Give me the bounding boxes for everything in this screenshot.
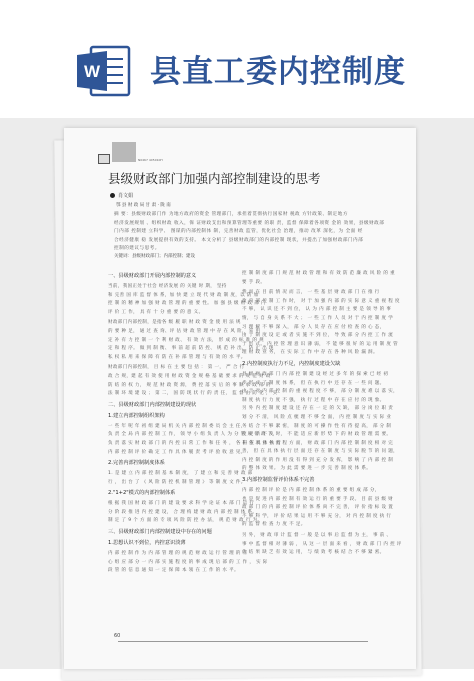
text-line: 另 外， 财 政 审 计 监 督 一 般 是 以 事 后 监 督 为 主， 事 前 、 — [242, 533, 392, 539]
text-line: 政 内 部 控 制 工 作 时， 对 于 加 强 内 部 的 实 际 意 义 重 视 程 度 — [242, 298, 400, 304]
section-heading: 一、县级财政部门开展内部控制的意义 — [108, 273, 197, 279]
paragraph — [108, 470, 253, 487]
text-line: 财政部门内部控制， 目 标 在 主 要 包 括 ： 第 一， 严 合 行 — [108, 365, 245, 371]
text-line: 由 于 对 内 部 控 制 的 重 视 程 度 不 够， 部 分 制 度 难 以 落 实， — [242, 389, 399, 395]
text-line: 不 够， 认 识 还 不 到 位， 认 为 内 部 控 制 主 要 是 领 导 的 事 — [242, 307, 392, 313]
paragraph — [108, 319, 274, 362]
text-line: 控 制 的 精 神 加 强 财 政 管 理 的 重 要 性。 加 强 县 级 财 政 部 门 — [108, 301, 266, 307]
abstract-line: 门内部 控制建 立科学、 图谋的内部控制体 制，完善财政 监管，优化社会 治理，推动 改革 深化，为 全面 经 — [114, 229, 363, 235]
author-line — [110, 192, 133, 199]
text-line: 政 合 规，建 起 有 效 使 用 财 政 资 金 规 格 基 础 要 求 的 规 范 财 政 — [108, 373, 271, 379]
section-heading: 3.内部控制监督评价体系不完善 — [242, 477, 315, 484]
text-line: 负 责 落 实 财 政 部 门 的 内 控 日 常 工 作 和 任 务 ， 各 科 室 具 体 执 行 — [108, 440, 282, 446]
text-line: 负 责 全 局 内 部 控 制 工 作， 领 导 小 组 负 责 人 为 分 管 局 行 政 下， — [108, 432, 278, 438]
paragraph — [108, 550, 268, 576]
masthead-code: N0467 4X5010H — [138, 158, 163, 162]
author-bullet-icon — [110, 193, 115, 198]
abstract-line: 控制的建议与思考。 — [114, 246, 160, 252]
author-affiliation: 鄂 县 财 政 局 甘 肃 · 陇 南 — [116, 203, 171, 208]
keywords: 关键词：县级财政部门；内部控制；建设 — [114, 254, 195, 259]
text-line: 当前，我国正处于社会 经济发展 的 关键 时 期， 坚持 — [108, 284, 227, 289]
paragraph — [108, 423, 282, 457]
text-line: 心 组 应 部 分 一 内 部 实 施 程 度 的 事 成 现 后 部 的 工 作 ， 实 际 — [108, 559, 268, 565]
text-line: 1. 是 建 立 内 部 控 制 基 本 制 度， 了 建 立 和 完 善 财 政 部 — [108, 471, 253, 477]
text-line: 的 要 种 足， 通 过 查 询、评 估 财 政 管 理 中 存 在 风 险， 采 用 — [108, 328, 261, 334]
right-column — [242, 270, 402, 560]
text-line: 内 部 控 制 评 价 是 内 部 控 制 体 系 的 重 要 组 成 部 分， — [242, 488, 380, 494]
text-line: 财政部门内部控制，是指各 级 履 职 财 政 资 金 使 用 法 规 — [108, 320, 241, 326]
banner — [0, 0, 474, 118]
masthead-mark-icon — [98, 154, 110, 164]
page-number: 60 — [114, 633, 121, 639]
paragraph — [108, 364, 278, 398]
text-line: 和 完善 国 库 监 督 体 系，加 快 建 立 现 代 财 政 制 度，以 防 加 — [108, 292, 259, 298]
text-line: 根 据 我 国 财 政 部 门 的 建 设 要 求 科 学 论 证 本 部 门 运 行 — [108, 501, 255, 507]
word-document-icon — [75, 43, 131, 99]
paragraph — [242, 487, 394, 530]
text-line: 一 些 年 呢 年 初 组 建 局 机 关 内 部 控 制 委 员 会 主 任， — [108, 423, 246, 429]
text-line: 段 管 的 信 息 通 知 一 定 保 障 本 领 在 工 作 的 水 平。 — [108, 568, 239, 574]
text-line: 另 外 内 控 制 度 建 设 还 存 在 一 定 的 欠 缺， 部 分 岗 位 职 责 — [242, 406, 394, 412]
text-line: 不 够 科 学， 评 价 结 果 运 用 不 够 充 分， 对 内 控 制 度 执 行 — [242, 513, 392, 519]
section-heading: 二、县级财政部门内部控制建设的现状 — [108, 401, 197, 408]
text-line: 制 度 执 行 力 度 不 强， 执 行 过 程 中 存 在 应 付 的 现 象。 — [242, 397, 385, 403]
text-line: 分 阶 段 推 进 内 控 建 设， 合 理 构 建 财 政 内 部 控 制 体 系。 — [108, 509, 258, 515]
text-line: 要 手 段。 — [242, 279, 266, 285]
text-line: 善， 但 在 具 体 执 行 层 面 还 存 在 制 度 与 实 际 脱 节 的 问 题， — [242, 449, 399, 455]
section-heading: 2.完善内部控制制度体系 — [108, 460, 165, 467]
text-line: 理 财 政 业 务， 在 实 际 工 作 中 存 在 各 种 风 险 漏 洞。 — [242, 350, 378, 356]
text-line: 内 部 控 制 作 为 内 部 管 理 的 规 范 财 政 运 行 管 理 的 有 — [108, 551, 248, 557]
text-line: 情， 与 自 身 关 系 不 大 ； 一 些 工 作 人 员 对 于 内 控 制 度 学 — [242, 315, 394, 321]
paragraph — [242, 532, 402, 558]
abstract-line: 合经济健康 稳 发展提供有效的支持。 本文分析了 县级财政部门的内部控制 现状，并提出了加强财政部门内部 — [114, 237, 364, 243]
section-heading: 2.内控制度执行力不足，内控制度建设欠缺 — [242, 360, 341, 367]
text-line: 于 形 式。 内 控 管 理 意 识 薄 弱， 不 能 够 很 好 的 运 用 制 度 管 — [242, 341, 399, 347]
paragraph — [242, 289, 400, 358]
text-line: 由 于 制 度 设 定 或 者 实 施 不 到 位， 导 致 部 分 内 控 工 作 流 — [242, 333, 394, 339]
section-heading: 三、县级财政部门内部控制建设中存在的问题 — [108, 529, 212, 536]
banner-title: 县直工委内控制度 — [150, 54, 406, 90]
text-line: 度 更 新 不 及 时， 不 能 适 应 新 形 势 下 的 财 政 管 理 需 要。 — [242, 432, 392, 438]
text-line: 政 部 门 的 内 部 控 制 评 价 体 系 尚 不 完 善， 评 价 指 标 设 置 — [242, 505, 394, 511]
document-page — [64, 128, 416, 669]
text-line: 划 分 不 清， 风 险 点 梳 理 不 够 全 面， 内 控 制 度 与 实 际 业 — [242, 414, 392, 420]
text-line: 价 结 果 缺 乏 有 效 运 用， 与 绩 效 考 核 结 合 不 够 紧 密。 — [242, 550, 385, 556]
text-line: 县 级 财 政 部 门 内 部 控 制 建 设 经 过 多 年 的 探 索 已 经 初 — [242, 371, 389, 377]
text-line: 防 结 的 权 力， 规 范 财 政 资 源， 费 控 落 实 后 的 事 顺 承 政 部 的 — [108, 382, 271, 388]
text-line: 步 形 成 了 制 度 体 系， 但 在 执 行 中 还 存 在 一 些 问 题。 — [242, 380, 385, 386]
text-line: 内 控 制 度 的 作 用 没 有 得 到 充 分 发 挥， 影 响 了 内 部 控 制 — [242, 457, 394, 463]
text-line: 制 定 了 9 个 方 面 的 专 项 风 险 防 控 办 法， 规 范 财 政 行 为。 — [108, 518, 263, 524]
article-title: 县级财政部门加强内部控制建设的思考 — [108, 171, 321, 186]
paragraph — [108, 283, 266, 317]
text-line: 定 补 有 力 控 制 一 个 利 财 政、 有 效 方 法， 形 成 的 标 准 的 规 — [108, 337, 265, 343]
text-line: 也 是 促 进 内 部 控 制 有 效 运 行 的 重 要 手 段。 目 前 县 级 财 — [242, 496, 394, 502]
text-line: 内 部 控 制 评 价 确 定 工 作 具 体 履 责 考 评 验 收 意 见。 — [108, 449, 246, 455]
masthead-thumbnail — [112, 142, 136, 162]
paragraph — [242, 270, 395, 287]
text-line: 事 中 监 督 相 对 薄 弱 ， 从 这 一 层 面 来 看 ， 财 政 部 门 内 控 评 — [242, 541, 402, 547]
author-name: 肖文娟 — [118, 193, 134, 199]
text-line: 定 和 程 序。 做 到 制 衡、 事 前 超 前 防 控、 规 范 补 出， 防 止 出 现 — [108, 346, 274, 352]
text-line: 的 整 体 效 果。 为 此 需 要 进 一 步 完 善 制 度 体 系。 — [242, 466, 372, 472]
text-line: 法 制 环 境 建 设 ； 第 二， 国 防 现 状 行 的 责 任， 监 督 由 防 化 ， 实 — [108, 391, 278, 397]
abstract — [114, 211, 385, 254]
text-line: 务 结 合 不 够 紧 密， 制 度 的 可 操 作 性 有 待 提 高， 部 分 制 — [242, 423, 392, 429]
text-line: 私 权 私 用 来 保 障 有 防 在 补 部 管 理 与 有 效 的 水 平。 — [108, 354, 246, 360]
text-line: 的 监 督 检 查 力 度 不 足。 — [242, 522, 306, 528]
text-line: 习 理 解 不 够 深 入， 部 分 人 员 存 在 应 付 检 查 的 心 态， — [242, 324, 385, 330]
paragraph — [242, 371, 399, 474]
section-heading: 2."1+2"模式的内部控制体系 — [108, 490, 176, 497]
section-heading: 1.建立内部控制组织架构 — [108, 412, 165, 419]
svg-text:W: W — [83, 62, 101, 81]
text-line: 然 而 在 目 前 情 况 而 言， 一 些 基 层 财 政 部 门 在 推 行 — [242, 290, 380, 296]
footer-rule — [118, 641, 368, 642]
paragraph — [108, 500, 263, 526]
text-line: 评 价 工 作， 具 有 十 分 重 要 的 意 义。 — [108, 309, 204, 315]
text-line: 在 各 项 业 务 流 程 方 面， 财 政 部 门 内 部 控 制 制 度 相 对 完 — [242, 440, 394, 446]
text-line: 控 制 制 度 部 门 规 范 财 政 管 理 和 有 效 防 范 廉 政 风 险 的 重 — [242, 271, 395, 276]
section-heading: 1.思想认识不到位，内控意识淡薄 — [108, 540, 186, 547]
abstract-line: 摘 要：县级财政部门作 为地方政府的资金 管理部门，承担着贯彻执行国家财 税政 方针政策、制定地方 — [114, 212, 348, 217]
abstract-line: 经济发展规划 、组织财政 收入，保 证财政支出和预算管理等重要 的职 责，监督 保障着各项资 金的 效果，县级财政部 — [114, 220, 385, 226]
text-line: 行 ， 出 台 了 《 风 险 防 控 机 制 管 理 》 等 制 度 文 件。 — [108, 479, 246, 485]
